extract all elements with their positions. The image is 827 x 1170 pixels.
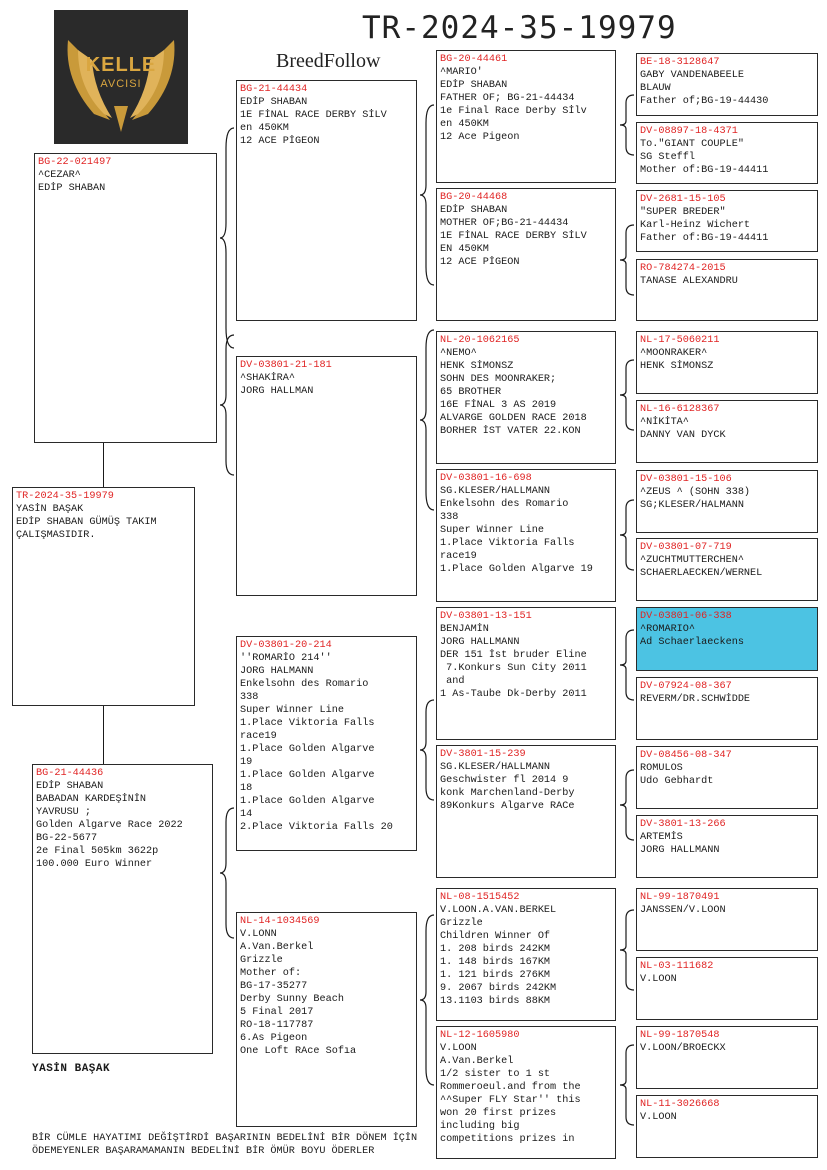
card-line: 1.Place Golden Algarve — [240, 744, 375, 755]
card-line: ''ROMARİO 214'' — [240, 653, 332, 664]
card-line: 1. 148 birds 167KM — [440, 957, 551, 968]
ring-number: BG-21-44434 — [240, 84, 308, 95]
pedigree-card-gen3[interactable] — [436, 469, 616, 602]
bracket-icon — [420, 105, 436, 285]
card-line: 1.Place Golden Algarve — [240, 796, 375, 807]
ring-number: DV-07924-08-367 — [640, 681, 732, 692]
card-line: SG;KLESER/HALMANN — [640, 500, 744, 511]
pedigree-card-dam-dam[interactable] — [236, 912, 417, 1127]
card-line: and — [440, 676, 465, 687]
ring-number: NL-03-111682 — [640, 961, 714, 972]
card-line: BABADAN KARDEŞİNİN — [36, 794, 147, 805]
card-line: JANSSEN/V.LOON — [640, 905, 726, 916]
pedigree-card-dam-sire[interactable] — [236, 636, 417, 851]
card-line: 1. 121 birds 276KM — [440, 970, 551, 981]
card-line: A.Van.Berkel — [240, 942, 314, 953]
card-line: EDİP SHABAN — [440, 205, 508, 216]
card-line: 6.As Pigeon — [240, 1033, 308, 1044]
card-line: 12 ACE PİGEON — [440, 257, 520, 268]
card-line: Golden Algarve Race 2022 — [36, 820, 183, 831]
card-line: ARTEMİS — [640, 832, 683, 843]
card-line: HENK SİMONSZ — [440, 361, 514, 372]
bracket-icon — [620, 225, 636, 295]
card-line: ^ROMARIO^ — [640, 624, 696, 635]
pedigree-card-dam[interactable] — [32, 764, 213, 1054]
card-line: Udo Gebhardt — [640, 776, 714, 787]
card-line: EDİP SHABAN — [440, 80, 508, 91]
bracket-icon — [620, 770, 636, 840]
owner-name: YASİN BAŞAK — [32, 1063, 111, 1075]
bracket-icon — [220, 808, 236, 938]
card-line: JORG HALMANN — [240, 666, 314, 677]
bracket-icon — [220, 128, 236, 348]
card-line: 1.Place Golden Algarve — [240, 770, 375, 781]
ring-number: NL-99-1870491 — [640, 892, 720, 903]
ring-number: NL-16-6128367 — [640, 404, 720, 415]
ring-number: DV-08456-08-347 — [640, 750, 732, 761]
card-line: V.LOON — [640, 1112, 677, 1123]
pedigree-card-gen4[interactable] — [636, 888, 818, 951]
bracket-icon — [420, 330, 436, 510]
card-line: 338 — [440, 512, 459, 523]
ring-number: BE-18-3128647 — [640, 57, 720, 68]
pedigree-card-gen4[interactable] — [636, 815, 818, 878]
logo-text-sub: AVCISI — [100, 78, 142, 90]
card-line: Father of;BG-19-44430 — [640, 96, 769, 107]
card-line: MOTHER OF;BG-21-44434 — [440, 218, 569, 229]
pedigree-card-gen4[interactable] — [636, 470, 818, 533]
card-line: BG-22-5677 — [36, 833, 98, 844]
bracket-icon — [620, 1045, 636, 1125]
pedigree-card-gen3[interactable] — [436, 888, 616, 1021]
ring-number: BG-21-44436 — [36, 768, 104, 779]
connector-sire-subject — [103, 443, 104, 487]
pedigree-card-gen3[interactable] — [436, 607, 616, 740]
card-line: 2e Final 505km 3622p — [36, 846, 159, 857]
pedigree-card-gen3[interactable] — [436, 745, 616, 878]
card-line: en 450KM — [240, 123, 289, 134]
card-line: ROMULOS — [640, 763, 683, 774]
card-line: Geschwister fl 2014 9 — [440, 775, 569, 786]
wings-icon — [54, 10, 188, 144]
card-line: Karl-Heinz Wichert — [640, 220, 751, 231]
card-line: 19 — [240, 757, 253, 768]
card-line: BLAUW — [640, 83, 671, 94]
bracket-icon — [620, 630, 636, 700]
card-line: SG.KLESER/HALLMANN — [440, 486, 551, 497]
pedigree-card-gen4[interactable] — [636, 190, 818, 252]
card-line: EDİP SHABAN — [36, 781, 104, 792]
bracket-icon — [420, 700, 436, 800]
card-line: ^MARIO' — [440, 67, 483, 78]
card-line: A.Van.Berkel — [440, 1056, 514, 1067]
connector-subject-dam — [103, 706, 104, 764]
ring-number: DV-08897-18-4371 — [640, 126, 738, 137]
card-line: won 20 first prizes — [440, 1108, 557, 1119]
ring-number: NL-12-1605980 — [440, 1030, 520, 1041]
card-line: 16E FİNAL 3 AS 2019 — [440, 400, 557, 411]
card-line: YAVRUSU ; — [36, 807, 92, 818]
card-line: Father of:BG-19-44411 — [640, 233, 769, 244]
card-line: Rommeroeul.and from the — [440, 1082, 581, 1093]
card-line: EDİP SHABAN — [240, 97, 308, 108]
pedigree-card-gen4[interactable] — [636, 1026, 818, 1089]
card-line: Mother of:BG-19-44411 — [640, 165, 769, 176]
card-line: ^NİKİTA^ — [640, 417, 689, 428]
pedigree-card-gen4[interactable] — [636, 53, 818, 116]
pedigree-card-subject[interactable] — [12, 487, 195, 706]
card-line: 100.000 Euro Winner — [36, 859, 153, 870]
card-line: 1E FİNAL RACE DERBY SİLV — [240, 110, 387, 121]
card-line: JORG HALLMAN — [240, 386, 314, 397]
card-line: EN 450KM — [440, 244, 489, 255]
card-line: BENJAMİN — [440, 624, 489, 635]
card-line: 1.Place Golden Algarve 19 — [440, 564, 593, 575]
card-line: 5 Final 2017 — [240, 1007, 314, 1018]
card-line: ALVARGE GOLDEN RACE 2018 — [440, 413, 587, 424]
pedigree-card-gen4-highlighted[interactable] — [636, 607, 818, 671]
card-line: ^NEMO^ — [440, 348, 477, 359]
card-line: Grizzle — [240, 955, 283, 966]
bracket-icon — [220, 335, 236, 475]
card-line: SG Steffl — [640, 152, 696, 163]
card-line: SG.KLESER/HALLMANN — [440, 762, 551, 773]
ring-number: DV-03801-13-151 — [440, 611, 532, 622]
card-line: FATHER OF; BG-21-44434 — [440, 93, 575, 104]
card-line: 9. 2067 birds 242KM — [440, 983, 557, 994]
card-line: 1.Place Viktoria Falls — [240, 718, 375, 729]
card-line: One Loft RAce Sofıa — [240, 1046, 357, 1057]
pedigree-card-gen4[interactable] — [636, 400, 818, 463]
card-line: V.LOON — [640, 974, 677, 985]
card-line: 1E FİNAL RACE DERBY SİLV — [440, 231, 587, 242]
card-line: V.LOON — [440, 1043, 477, 1054]
card-line: ^ZUCHTMUTTERCHEN^ — [640, 555, 744, 566]
bracket-icon — [620, 360, 636, 430]
card-line: TANASE ALEXANDRU — [640, 276, 738, 287]
ring-number: NL-14-1034569 — [240, 916, 320, 927]
card-line: 13.1103 birds 88KM — [440, 996, 551, 1007]
pedigree-card-sire-dam[interactable] — [236, 356, 417, 596]
card-line: Children Winner Of — [440, 931, 551, 942]
ring-number: TR-2024-35-19979 — [16, 491, 114, 502]
ring-number: BG-20-44461 — [440, 54, 508, 65]
ring-number: DV-03801-06-338 — [640, 611, 732, 622]
card-line: SOHN DES MOONRAKER; — [440, 374, 557, 385]
card-line: DER 151 İst bruder Eline — [440, 650, 587, 661]
card-line: BORHER İST VATER 22.KON — [440, 426, 581, 437]
card-line: 65 BROTHER — [440, 387, 502, 398]
card-line: race19 — [240, 731, 277, 742]
ring-number: DV-03801-16-698 — [440, 473, 532, 484]
ring-number: NL-08-1515452 — [440, 892, 520, 903]
pedigree-card-gen3[interactable] — [436, 188, 616, 321]
card-line: Enkelsohn des Romario — [440, 499, 569, 510]
ring-number: DV-2681-15-105 — [640, 194, 726, 205]
card-line: Enkelsohn des Romario — [240, 679, 369, 690]
footer-quote: BİR CÜMLE HAYATIMI DEĞİŞTİRDİ BAŞARININ BEDELİNİ BİR DÖNEM İÇİN ÖDEMEYENLER BAŞARAMAMANIN BEDELİNİ BİR ÖMÜR BOYU ÖDERLER — [32, 1133, 418, 1157]
pedigree-card-gen4[interactable] — [636, 957, 818, 1020]
card-line: ^ZEUS ^ (SOHN 338) — [640, 487, 751, 498]
card-line: 1.Place Viktoria Falls — [440, 538, 575, 549]
card-line: ^SHAKİRA^ — [240, 373, 296, 384]
card-line: EDİP SHABAN GÜMÜŞ TAKIM — [16, 517, 157, 528]
card-line: DANNY VAN DYCK — [640, 430, 726, 441]
pedigree-card-gen3[interactable] — [436, 50, 616, 183]
pedigree-card-sire-sire[interactable] — [236, 80, 417, 321]
pedigree-card-gen4[interactable] — [636, 122, 818, 184]
card-line: ÇALIŞMASIDIR. — [16, 530, 96, 541]
ring-number: NL-11-3026668 — [640, 1099, 720, 1110]
ring-number: DV-03801-21-181 — [240, 360, 332, 371]
card-line: GABY VANDENABEELE — [640, 70, 744, 81]
card-line: en 450KM — [440, 119, 489, 130]
card-line: Grizzle — [440, 918, 483, 929]
bracket-icon — [620, 95, 636, 155]
card-line: 89Konkurs Algarve RACe — [440, 801, 575, 812]
pedigree-card-sire[interactable] — [34, 153, 217, 443]
card-line: "SUPER BREDER" — [640, 207, 726, 218]
card-line: 12 ACE PİGEON — [240, 136, 320, 147]
bracket-icon — [620, 500, 636, 570]
ring-number: DV-03801-20-214 — [240, 640, 332, 651]
card-line: REVERM/DR.SCHWİDDE — [640, 694, 751, 705]
pedigree-card-gen4[interactable] — [636, 259, 818, 321]
card-line: 14 — [240, 809, 253, 820]
card-line: Mother of: — [240, 968, 302, 979]
card-line: 12 Ace Pigeon — [440, 132, 520, 143]
card-line: 338 — [240, 692, 259, 703]
card-line: race19 — [440, 551, 477, 562]
pedigree-card-gen4[interactable] — [636, 538, 818, 601]
card-line: ^CEZAR^ — [38, 170, 81, 181]
card-line: ^^Super FLY Star'' this — [440, 1095, 581, 1106]
ring-number: DV-3801-15-239 — [440, 749, 526, 760]
logo-text-main: KELLE — [85, 54, 157, 76]
card-line: BG-17-35277 — [240, 981, 308, 992]
page-title: TR-2024-35-19979 — [362, 10, 677, 46]
card-line: To."GIANT COUPLE" — [640, 139, 744, 150]
pedigree-card-gen4[interactable] — [636, 1095, 818, 1158]
card-line: 1e Final Race Derby Sİlv — [440, 106, 587, 117]
bracket-icon — [620, 910, 636, 990]
pedigree-card-gen3[interactable] — [436, 331, 616, 464]
card-line: 7.Konkurs Sun City 2011 — [440, 663, 587, 674]
ring-number: DV-03801-07-719 — [640, 542, 732, 553]
card-line: SCHAERLAECKEN/WERNEL — [640, 568, 763, 579]
card-line: V.LOON.A.VAN.BERKEL — [440, 905, 557, 916]
card-line: 18 — [240, 783, 253, 794]
card-line: Ad Schaerlaeckens — [640, 637, 744, 648]
card-line: Super Winner Line — [440, 525, 544, 536]
card-line: ^MOONRAKER^ — [640, 348, 708, 359]
card-line: RO-18-117787 — [240, 1020, 314, 1031]
ring-number: NL-17-5060211 — [640, 335, 720, 346]
site-name: BreedFollow — [276, 50, 381, 72]
card-line: 1. 208 birds 242KM — [440, 944, 551, 955]
ring-number: BG-20-44468 — [440, 192, 508, 203]
kelle-avcisi-logo — [54, 10, 188, 144]
card-line: JORG HALLMANN — [640, 845, 720, 856]
card-line: Derby Sunny Beach — [240, 994, 344, 1005]
bracket-icon — [420, 915, 436, 1085]
pedigree-card-gen3[interactable] — [436, 1026, 616, 1159]
card-line: konk Marchenland-Derby — [440, 788, 575, 799]
card-line: competitions prizes in — [440, 1134, 575, 1145]
ring-number: RO-784274-2015 — [640, 263, 726, 274]
card-line: HENK SİMONSZ — [640, 361, 714, 372]
card-line: including big — [440, 1121, 520, 1132]
card-line: V.LOON/BROECKX — [640, 1043, 726, 1054]
ring-number: NL-99-1870548 — [640, 1030, 720, 1041]
card-line: Super Winner Line — [240, 705, 344, 716]
card-line: 1 As-Taube Dk-Derby 2011 — [440, 689, 587, 700]
card-line: YASİN BAŞAK — [16, 504, 84, 515]
ring-number: DV-03801-15-106 — [640, 474, 732, 485]
pedigree-card-gen4[interactable] — [636, 746, 818, 809]
ring-number: NL-20-1062165 — [440, 335, 520, 346]
pedigree-card-gen4[interactable] — [636, 331, 818, 394]
card-line: EDİP SHABAN — [38, 183, 106, 194]
card-line: 2.Place Viktoria Falls 20 — [240, 822, 393, 833]
pedigree-card-gen4[interactable] — [636, 677, 818, 740]
ring-number: BG-22-021497 — [38, 157, 112, 168]
card-line: V.LONN — [240, 929, 277, 940]
card-line: JORG HALLMANN — [440, 637, 520, 648]
ring-number: DV-3801-13-266 — [640, 819, 726, 830]
card-line: 1/2 sister to 1 st — [440, 1069, 551, 1080]
